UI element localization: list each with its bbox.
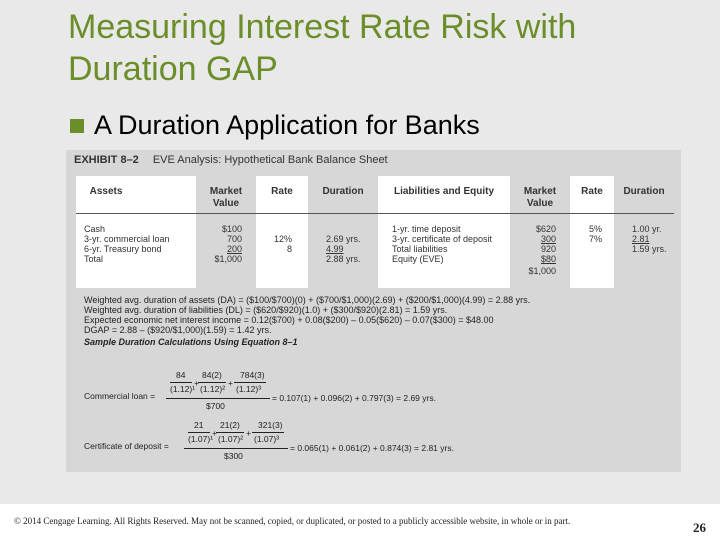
fraction-bar xyxy=(198,382,226,383)
exhibit-image xyxy=(66,150,681,472)
cd-n3: 321(3) xyxy=(258,420,283,430)
main-fraction-bar xyxy=(166,398,270,399)
slide-title: Measuring Interest Rate Risk with Duration GAP xyxy=(68,8,577,88)
asset-name: Cash xyxy=(84,224,106,234)
calc-line: Weighted avg. duration of assets (DA) = ($100/$700)(0) + ($700/$1,000)(2.69) + ($200/$1,000)(4.99) = 2.88 yrs. xyxy=(84,295,531,305)
bullet-text: A Duration Application for Banks xyxy=(94,110,480,140)
liability-name: 3-yr. certificate of deposit xyxy=(392,234,493,244)
header-rule xyxy=(76,213,674,214)
asset-rate: 8 xyxy=(286,244,292,254)
header-rate-2: Rate xyxy=(581,186,603,197)
asset-mv: 200 xyxy=(226,244,242,254)
bullet-item xyxy=(70,110,480,141)
cd-d3: (1.07)³ xyxy=(254,434,280,444)
cd-n1: 21 xyxy=(194,420,204,430)
liability-mv: 300 xyxy=(540,234,556,244)
asset-duration: 2.88 yrs. xyxy=(326,254,361,264)
loan-result: = 0.107(1) + 0.096(2) + 0.797(3) = 2.69 yrs. xyxy=(272,393,436,403)
header-duration-2: Duration xyxy=(623,186,665,197)
liability-mv: 920 xyxy=(540,244,556,254)
liability-mv: $1,000 xyxy=(528,266,556,276)
loan-n2: 84(2) xyxy=(202,370,222,380)
calc-line: Weighted avg. duration of liabilities (DL) = ($620/$920)(1.0) + ($300/$920)(2.81) = 1.59 yrs. xyxy=(84,305,448,315)
cd-n2: 21(2) xyxy=(220,420,240,430)
liability-name: 1-yr. time deposit xyxy=(392,224,461,234)
plus-sign: + xyxy=(212,428,217,438)
bullet-square-icon xyxy=(70,119,84,133)
sample-heading: Sample Duration Calculations Using Equation 8–1 xyxy=(84,337,298,347)
cd-denominator: $300 xyxy=(224,451,243,461)
loan-d2: (1.12)² xyxy=(200,384,226,394)
balance-sheet-table xyxy=(76,176,674,288)
calc-line: Expected economic net interest income = 0.12($700) + 0.08($200) – 0.05($620) – 0.07($300) = $48.00 xyxy=(84,315,494,325)
header-market-value-2: Market Value xyxy=(523,186,557,209)
liability-mv: $620 xyxy=(535,224,556,234)
fraction-bar xyxy=(188,432,210,433)
plus-sign: + xyxy=(228,378,233,388)
loan-d3: (1.12)³ xyxy=(236,384,262,394)
fraction-bar xyxy=(216,432,244,433)
fraction-bar xyxy=(234,382,266,383)
exhibit-header xyxy=(74,154,388,166)
footer-bar xyxy=(0,504,720,540)
liability-name: Total liabilities xyxy=(392,244,448,254)
header-duration: Duration xyxy=(322,186,364,197)
header-assets: Assets xyxy=(89,186,123,197)
asset-name: 3-yr. commercial loan xyxy=(84,234,170,244)
liability-name: Equity (EVE) xyxy=(392,254,444,264)
exhibit-caption: EVE Analysis: Hypothetical Bank Balance Sheet xyxy=(152,154,388,166)
header-rate: Rate xyxy=(271,186,293,197)
cd-result: = 0.065(1) + 0.061(2) + 0.874(3) = 2.81 yrs. xyxy=(290,443,454,453)
cd-d2: (1.07)² xyxy=(218,434,244,444)
fraction-bar xyxy=(252,432,284,433)
liability-duration: 1.59 yrs. xyxy=(632,244,667,254)
asset-name: Total xyxy=(84,254,104,264)
asset-duration: 4.99 xyxy=(326,244,344,254)
page-number: 26 xyxy=(693,520,706,535)
copyright-notice: © 2014 Cengage Learning. All Rights Reserved. May not be scanned, copied, or duplicated, or posted to a publicly accessible website, in whole or in part. xyxy=(14,516,571,526)
liability-rate: 7% xyxy=(588,234,602,244)
calc-line: DGAP = 2.88 – ($920/$1,000)(1.59) = 1.42 yrs. xyxy=(84,325,272,335)
loan-denominator: $700 xyxy=(206,401,225,411)
liability-duration: 2.81 xyxy=(632,234,650,244)
asset-mv: $1,000 xyxy=(214,254,242,264)
cd-label: Certificate of deposit = xyxy=(84,441,169,451)
asset-rate: 12% xyxy=(273,234,292,244)
header-market-value: Market Value xyxy=(209,186,243,209)
fraction-bar xyxy=(170,382,192,383)
plus-sign: + xyxy=(246,428,251,438)
liability-duration: 1.00 yr. xyxy=(632,224,662,234)
loan-n1: 84 xyxy=(176,370,186,380)
plus-sign: + xyxy=(194,378,199,388)
asset-mv: $100 xyxy=(221,224,242,234)
asset-mv: 700 xyxy=(226,234,242,244)
exhibit-label: EXHIBIT 8–2 xyxy=(74,154,139,166)
header-liabilities: Liabilities and Equity xyxy=(393,186,494,197)
loan-d1: (1.12)¹ xyxy=(170,384,196,394)
cd-d1: (1.07)¹ xyxy=(188,434,214,444)
liability-rate: 5% xyxy=(588,224,602,234)
loan-n3: 784(3) xyxy=(240,370,265,380)
liability-mv: $80 xyxy=(540,254,556,264)
loan-label: Commercial loan = xyxy=(84,391,156,401)
main-fraction-bar xyxy=(184,448,288,449)
asset-name: 6-yr. Treasury bond xyxy=(84,244,162,254)
asset-duration: 2.69 yrs. xyxy=(326,234,361,244)
